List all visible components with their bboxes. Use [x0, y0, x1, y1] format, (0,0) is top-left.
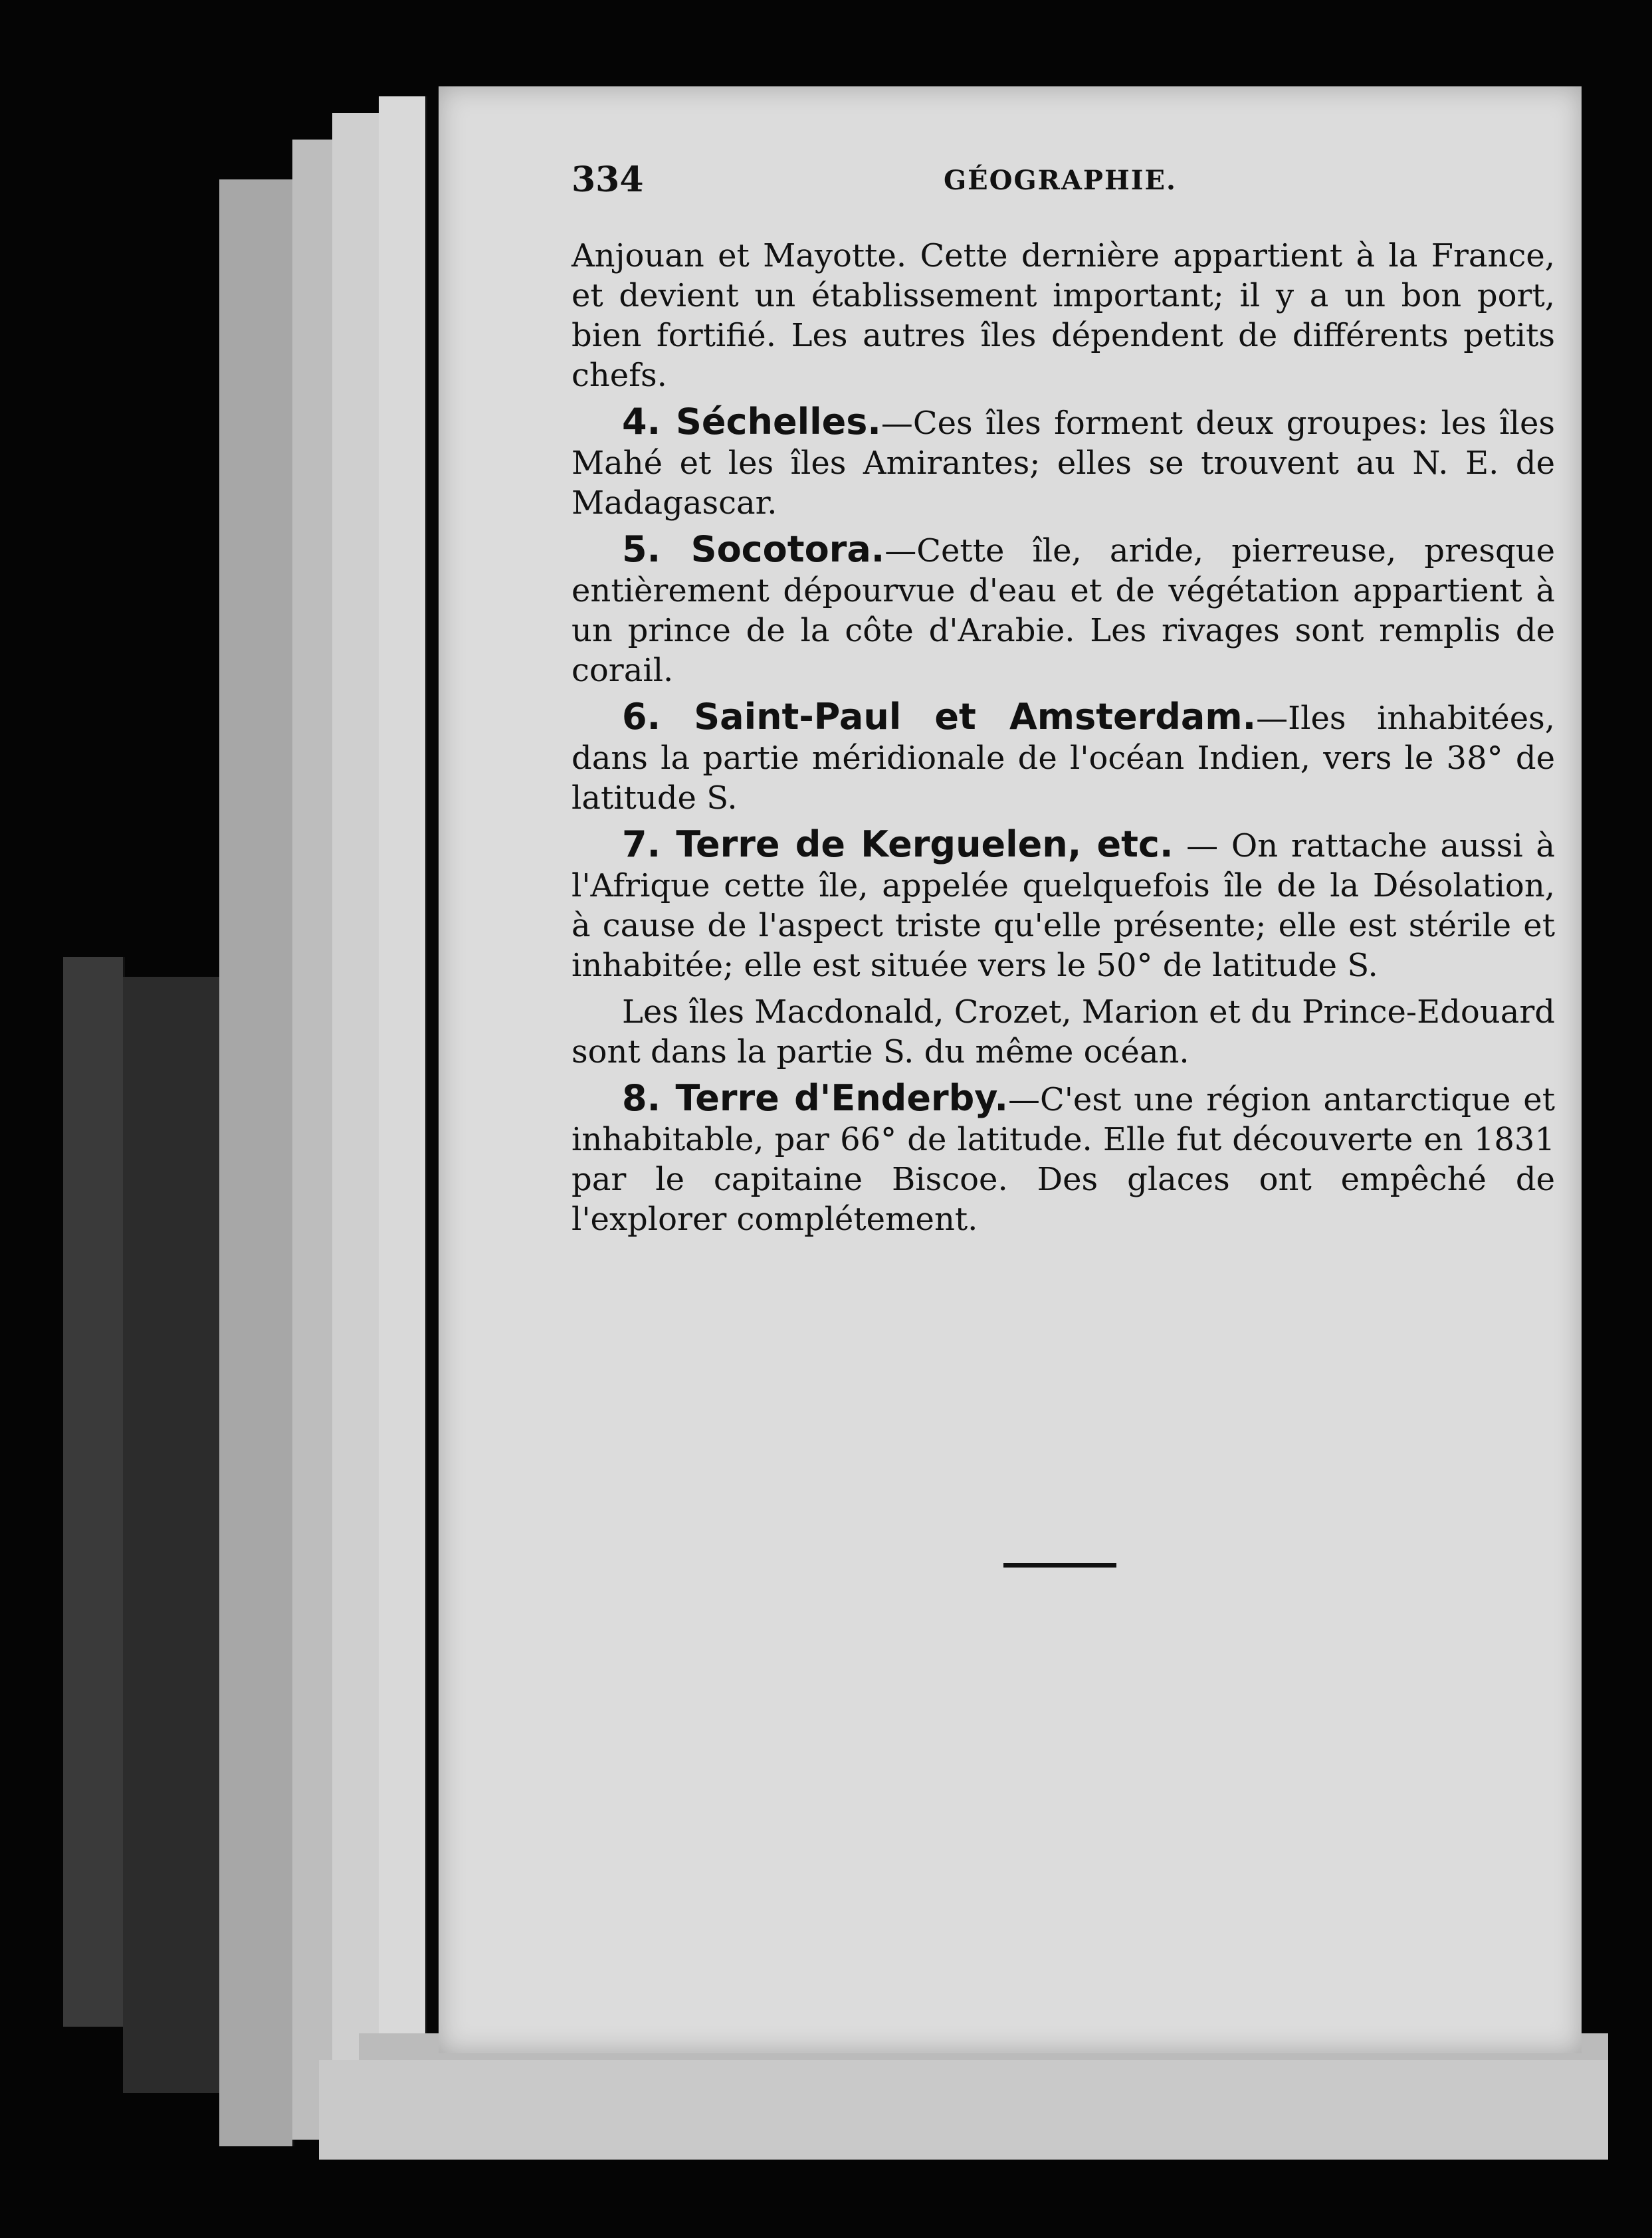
paragraph-sechelles — [571, 402, 1555, 523]
section-heading: 7. Terre de Kerguelen, etc. — [622, 823, 1174, 865]
paragraph-text: —C'est une région antarctique et inhabitable, par 66° de latitude. Elle fut découverte en 1831 par le capitaine Biscoe. Des glaces ont empêché de l'explorer complétement. — [571, 1081, 1555, 1238]
page-header — [571, 159, 1528, 206]
page-edge — [332, 113, 381, 2140]
paragraph-macdonald — [571, 992, 1555, 1072]
paragraph-text: —Iles inhabitées, dans la partie méridionale de l'océan Indien, vers le 38° de latitude S. — [571, 700, 1555, 817]
running-title: GÉOGRAPHIE. — [944, 165, 1177, 196]
page-edge — [63, 957, 125, 2027]
page-edge — [379, 96, 427, 2143]
paragraph-kerguelen — [571, 825, 1555, 985]
page-edge — [292, 140, 334, 2140]
paragraph-text: —Ces îles forment deux groupes: les îles Mahé et les îles Amirantes; elles se trouvent au N. E. de Madagascar. — [571, 405, 1555, 522]
section-heading: 5. Socotora. — [622, 528, 885, 570]
section-heading: 8. Terre d'Enderby. — [622, 1077, 1008, 1119]
paragraph-text: Anjouan et Mayotte. Cette dernière appartient à la France, et devient un établissement important; il y a un bon port, bien fortifié. Les autres îles dépendent de différents petits chefs. — [571, 237, 1555, 394]
paragraph-socotora — [571, 530, 1555, 690]
paragraph-enderby — [571, 1078, 1555, 1239]
section-heading: 4. Séchelles. — [622, 401, 881, 443]
section-heading: 6. Saint-Paul et Amsterdam. — [622, 696, 1257, 738]
page-number: 334 — [571, 159, 644, 200]
page-edge — [319, 2060, 1608, 2160]
paragraph-text: — On rattache aussi à l'Afrique cette île, appelée quelquefois île de la Désolation, à cause de l'aspect triste qu'elle présente; elle est stérile et inhabitée; elle est située vers le 50° de latitude S. — [571, 827, 1555, 984]
paragraph-text: —Cette île, aride, pierreuse, presque entièrement dépourvue d'eau et de végétation appartient à un prince de la côte d'Arabie. Les rivages sont remplis de corail. — [571, 532, 1556, 689]
page-edge — [219, 179, 294, 2146]
paragraph-text: Les îles Macdonald, Crozet, Marion et du Prince-Edouard sont dans la partie S. du même océan. — [571, 993, 1555, 1070]
paragraph-anjouan — [571, 236, 1555, 395]
paragraph-saint-paul — [571, 697, 1555, 818]
book-page — [439, 86, 1582, 2053]
end-rule — [1003, 1563, 1116, 1568]
body-text — [571, 236, 1555, 1246]
